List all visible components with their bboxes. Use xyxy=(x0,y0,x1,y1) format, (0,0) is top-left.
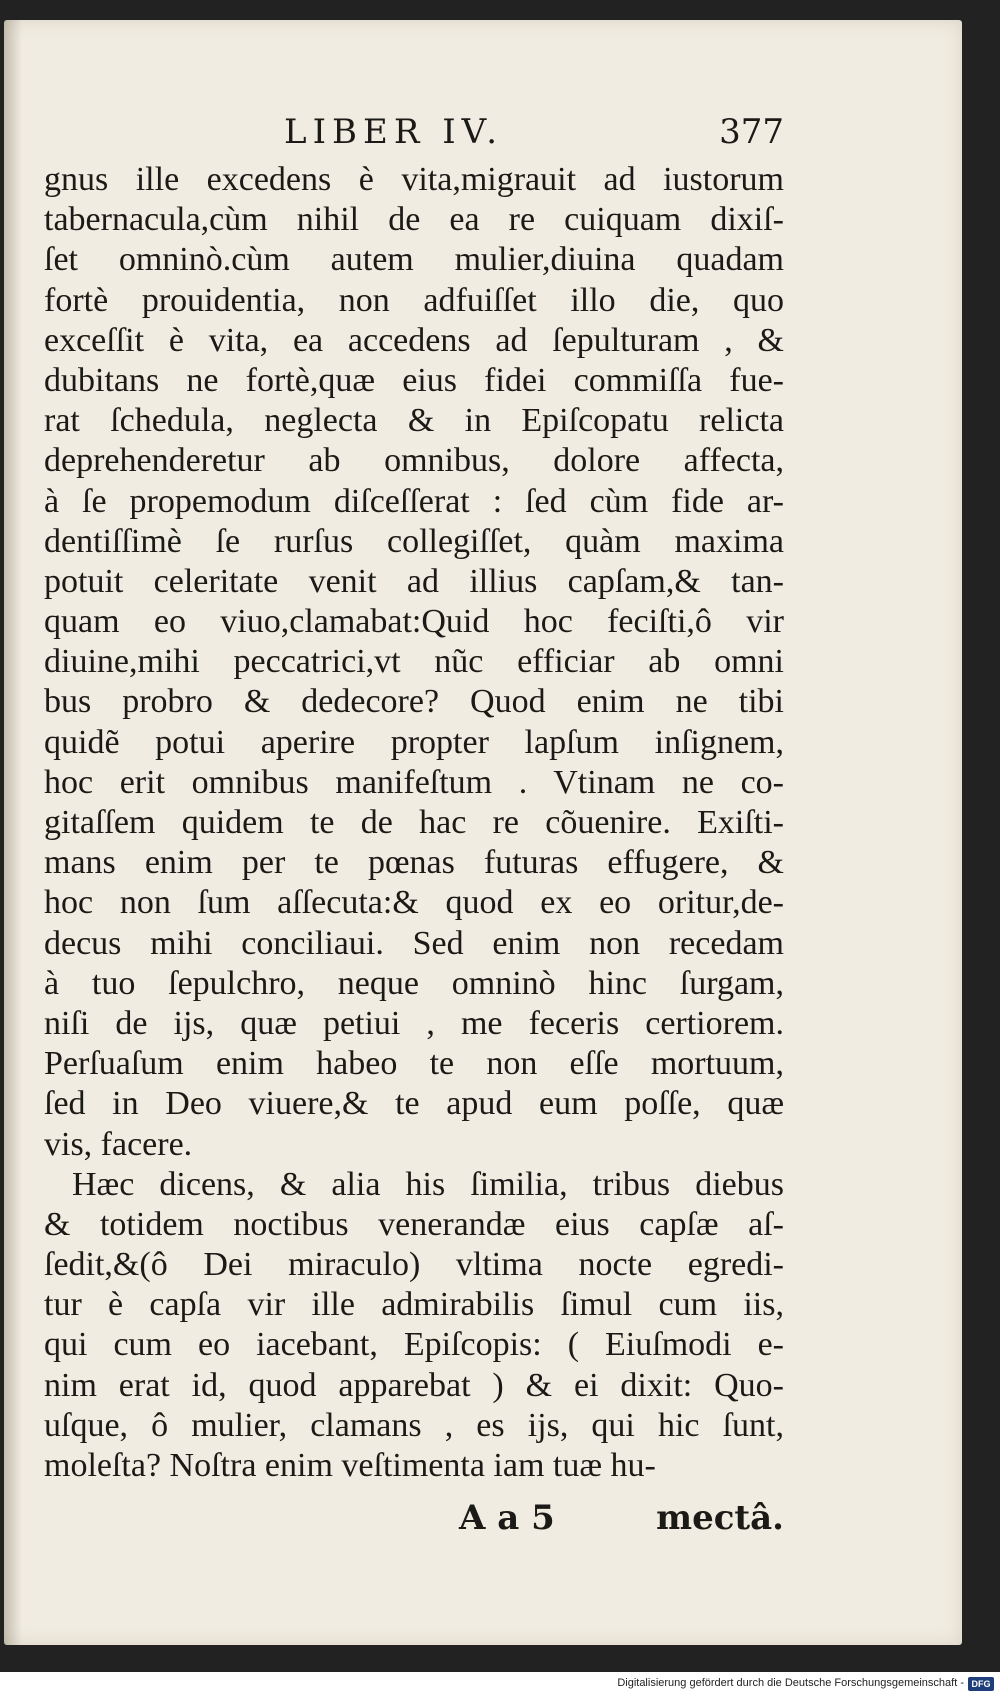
text-line: moleſta? Noſtra enim veſtimenta iam tuæ hu- xyxy=(44,1447,656,1484)
text-line: fortè prouidentia, non adfuiſſet illo die, quo xyxy=(44,281,784,319)
text-line: nim erat id, quod apparebat ) & ei dixit: Quo- xyxy=(44,1366,784,1404)
digitization-credit: Digitalisierung gefördert durch die Deutsche Forschungsgemeinschaft - xyxy=(617,1677,964,1689)
text-line: quidẽ potui aperire propter lapſum inſignem, xyxy=(44,723,784,761)
book-page xyxy=(4,20,962,1645)
text-line: hoc non ſum aſſecuta:& quod ex eo oritur,de- xyxy=(44,884,784,922)
text-line: rat ſchedula, neglecta & in Epiſcopatu relicta xyxy=(44,402,784,440)
text-line: ſed in Deo viuere,& te apud eum poſſe, quæ xyxy=(44,1085,784,1123)
catchword: mectâ. xyxy=(656,1498,784,1538)
signature-mark: A a 5 xyxy=(459,1498,555,1538)
text-line: tur è capſa vir ille admirabilis ſimul cum iis, xyxy=(44,1286,784,1324)
text-block xyxy=(44,160,784,1486)
text-line: potuit celeritate venit ad illius capſam,& tan- xyxy=(44,562,784,600)
text-line: & totidem noctibus venerandæ eius capſæ aſ- xyxy=(44,1205,784,1243)
text-line: Hæc dicens, & alia his ſimilia, tribus diebus xyxy=(72,1165,784,1203)
text-line: à tuo ſepulchro, neque omninò hinc ſurgam, xyxy=(44,964,784,1002)
text-line: gitaſſem quidem te de hac re cõuenire. Exiſti- xyxy=(44,804,784,841)
text-line: dubitans ne fortè,quæ eius fidei commiſſa fue- xyxy=(44,361,784,399)
text-line: niſi de ijs, quæ petiui , me feceris certiorem. xyxy=(44,1004,784,1042)
page-gutter-shadow xyxy=(4,20,22,1645)
text-line: ſet omninò.cùm autem mulier,diuina quadam xyxy=(44,241,784,279)
text-line: bus probro & dedecore? Quod enim ne tibi xyxy=(44,683,784,721)
dfg-logo-icon: DFG xyxy=(968,1677,994,1691)
text-line: dentiſſimè ſe rurſus collegiſſet, quàm maxima xyxy=(44,522,784,560)
page-number: 377 xyxy=(719,112,784,152)
text-line: ſedit,&(ô Dei miraculo) vltima nocte egredi- xyxy=(44,1246,784,1284)
text-line: deprehenderetur ab omnibus, dolore affecta, xyxy=(44,442,784,480)
text-line: uſque, ô mulier, clamans , es ijs, qui hic ſunt, xyxy=(44,1406,784,1444)
running-head: LIBER IV. xyxy=(284,112,504,152)
text-line: mans enim per te pœnas futuras effugere, & xyxy=(44,844,784,882)
text-line: hoc erit omnibus manifeſtum . Vtinam ne co- xyxy=(44,763,784,801)
text-line: Perſuaſum enim habeo te non eſſe mortuum, xyxy=(44,1045,784,1083)
text-line: gnus ille excedens è vita,migrauit ad iustorum xyxy=(44,161,784,198)
page-footer xyxy=(44,1498,784,1542)
text-line: qui cum eo iacebant, Epiſcopis: ( Eiuſmodi e- xyxy=(44,1326,784,1364)
text-line: exceſſit è vita, ea accedens ad ſepulturam , & xyxy=(44,321,784,359)
text-line: decus mihi conciliaui. Sed enim non recedam xyxy=(44,924,784,962)
text-line: quam eo viuo,clamabat:Quid hoc feciſti,ô vir xyxy=(44,603,784,641)
text-line: à ſe propemodum diſceſſerat : ſed cùm fide ar- xyxy=(44,482,784,520)
page-header xyxy=(44,98,784,158)
credit-bar xyxy=(0,1672,1000,1698)
text-line: tabernacula,cùm nihil de ea re cuiquam dixiſ- xyxy=(44,201,784,239)
text-line: diuine,mihi peccatrici,vt nũc efficiar ab omni xyxy=(44,643,784,681)
text-line: vis, facere. xyxy=(44,1125,193,1163)
